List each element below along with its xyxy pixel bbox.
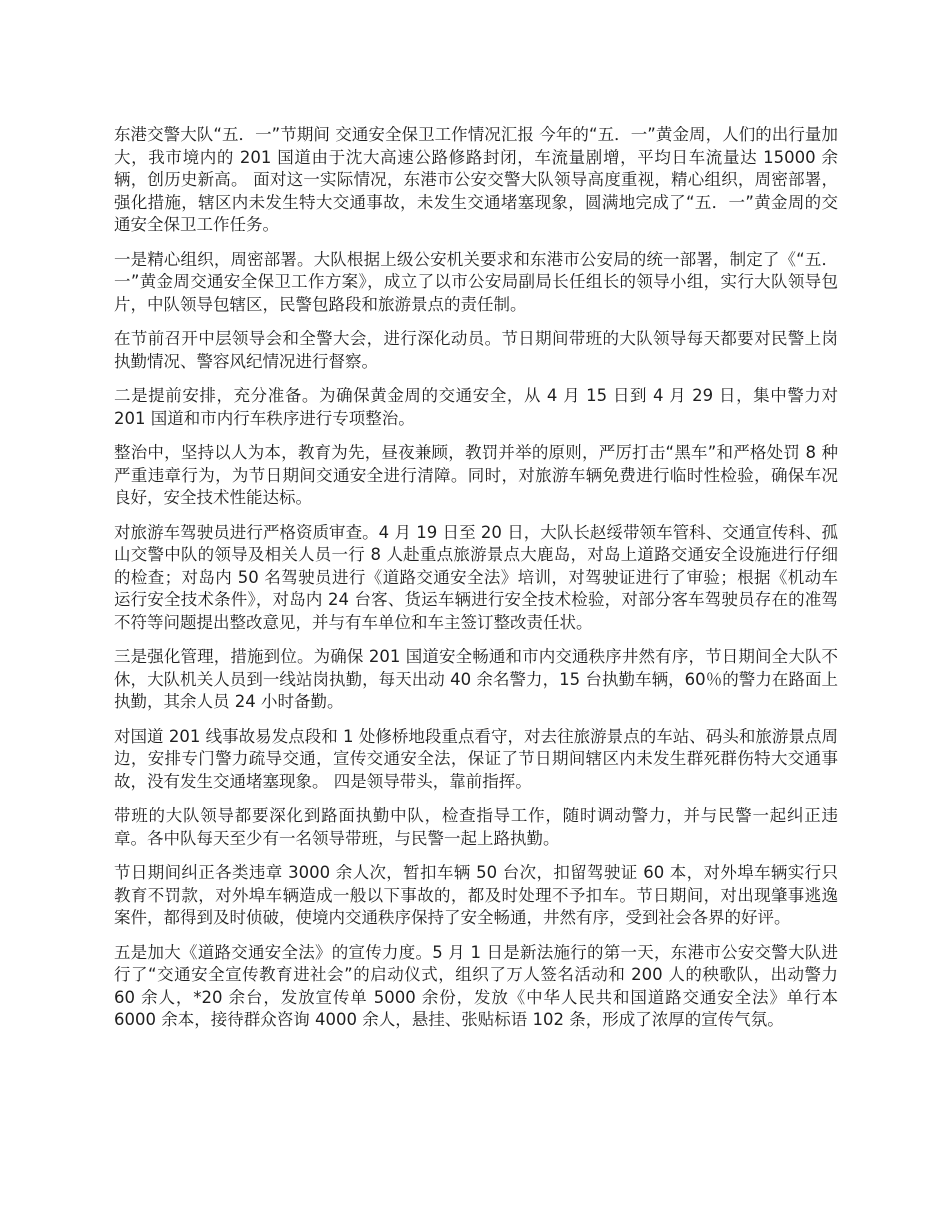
paragraph-rectify: 整治中，坚持以人为本，教育为先，昼夜兼顾，教罚并举的原则，严厉打击“黑车”和严格处罚 8 种严重违章行为，为节日期间交通安全进行清障。同时，对旅游车辆免费进行临时性检验，确保车况良好，安全技术性能达标。 (114, 443, 838, 507)
paragraph-highway-guard: 对国道 201 线事故易发点段和 1 处修桥地段重点看守，对去往旅游景点的车站、码头和旅游景点周边，安排专门警力疏导交通，宣传交通安全法，保证了节日期间辖区内未发生群死群伤特大交通事故，没有发生交通堵塞现象。 四是领导带头，靠前指挥。 (114, 726, 838, 791)
paragraph-prepare: 二是提前安排，充分准备。为确保黄金周的交通安全，从 4 月 15 日到 4 月 29 日，集中警力对 201 国道和市内行车秩序进行专项整治。 (114, 386, 838, 428)
paragraph-driver-review: 对旅游车驾驶员进行严格资质审查。4 月 19 日至 20 日，大队长赵绥带领车管科、交通宣传科、孤山交警中队的领导及相关人员一行 8 人赴重点旅游景点大鹿岛，对岛上道路交通安全设施进行仔细的检查；对岛内 50 名驾驶员进行《道路交通安全法》培训，对驾驶证进行了审验；根据《机动车运行安全技术条件》，对岛内 24 台客、货运车辆进行安全技术检验，对部分客车驾驶员存在的准驾不符等问题提出整改意见，并与有车单位和车主签订整改责任状。 (114, 522, 838, 632)
paragraph-mobilize: 在节前召开中层领导会和全警大会，进行深化动员。节日期间带班的大队领导每天都要对民警上岗执勤情况、警容风纪情况进行督察。 (114, 329, 838, 371)
paragraph-enforcement: 节日期间纠正各类违章 3000 余人次，暂扣车辆 50 台次，扣留驾驶证 60 本，对外埠车辆实行只教育不罚款，对外埠车辆造成一般以下事故的，都及时处理不予扣车。节日期间，对出现肇事逃逸案件，都得到及时侦破，使境内交通秩序保持了安全畅通，井然有序，受到社会各界的好评。 (114, 863, 838, 927)
paragraph-organize: 一是精心组织，周密部署。大队根据上级公安机关要求和东港市公安局的统一部署，制定了《“五．一”黄金周交通安全保卫工作方案》，成立了以市公安局副局长任组长的领导小组，实行大队领导包片，中队领导包辖区，民警包路段和旅游景点的责任制。 (114, 249, 838, 314)
paragraph-publicity: 五是加大《道路交通安全法》的宣传力度。5 月 1 日是新法施行的第一天，东港市公安交警大队进行了“交通安全宣传教育进社会”的启动仪式，组织了万人签名活动和 200 人的秧歌队，出动警力 60 余人，*20 余台，发放宣传单 5000 余份，发放《中华人民共和国道路交通安全法》单行本 6000 余本，接待群众咨询 4000 余人，悬挂、张贴标语 102 条，形成了浓厚的宣传气氛。 (114, 942, 838, 1029)
paragraph-intro: 东港交警大队“五．一”节期间 交通安全保卫工作情况汇报 今年的“五．一”黄金周，人们的出行量加大，我市境内的 201 国道由于沈大高速公路修路封闭，车流量剧增，平均日车流量达 15000 余辆，创历史新高。 面对这一实际情况，东港市公安交警大队领导高度重视，精心组织，周密部署，强化措施，辖区内未发生特大交通事故，未发生交通堵塞现象，圆满地完成了“五．一”黄金周的交通安全保卫工作任务。 (114, 125, 838, 234)
paragraph-management: 三是强化管理，措施到位。为确保 201 国道安全畅通和市内交通秩序井然有序，节日期间全大队不休，大队机关人员到一线站岗执勤，每天出动 40 余名警力，15 台执勤车辆，60％的警力在路面上执勤，其余人员 24 小时备勤。 (114, 647, 838, 711)
paragraph-leadership: 带班的大队领导都要深化到路面执勤中队，检查指导工作，随时调动警力，并与民警一起纠正违章。各中队每天至少有一名领导带班，与民警一起上路执勤。 (114, 806, 838, 848)
document-body (114, 124, 838, 1044)
